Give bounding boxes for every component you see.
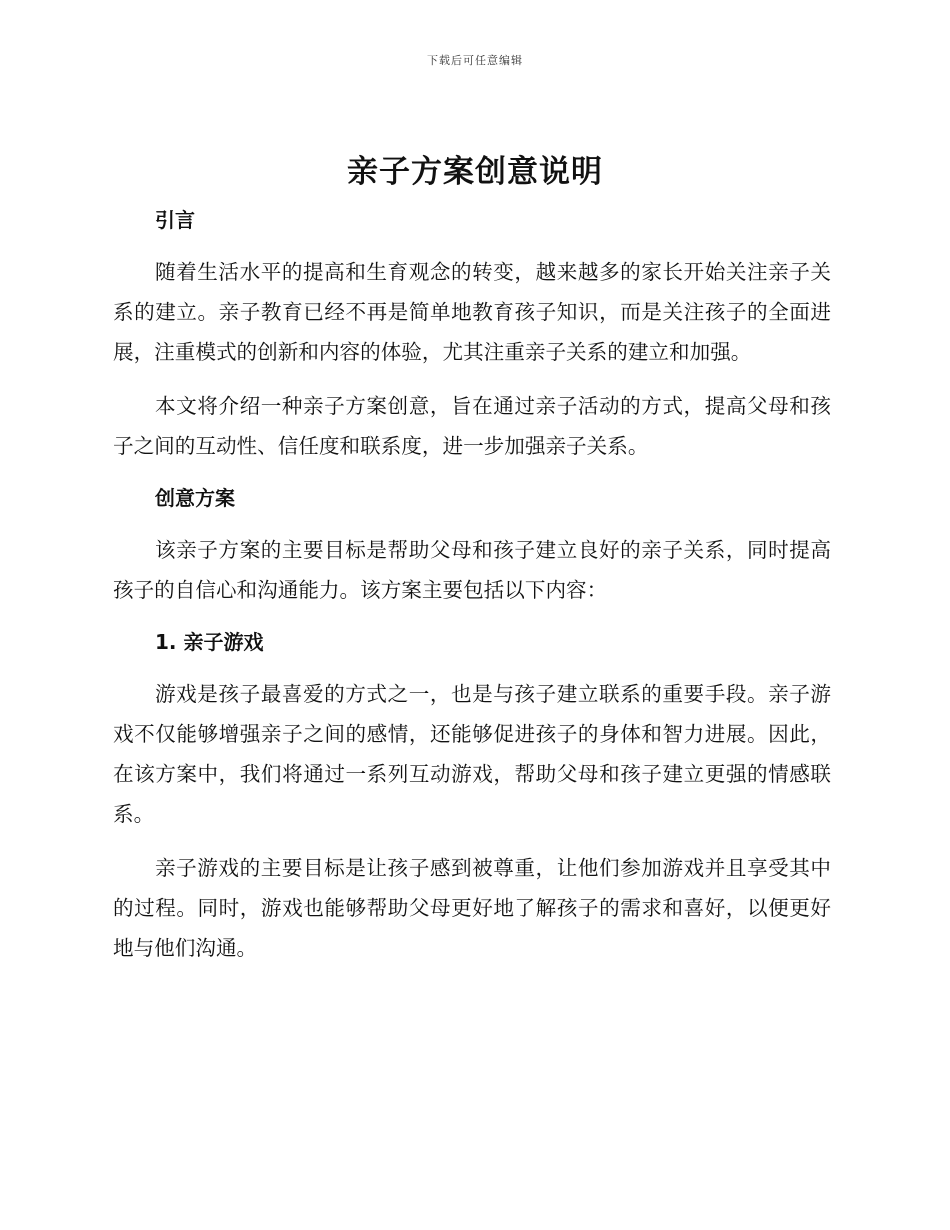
paragraph-intro-2: 本文将介绍一种亲子方案创意，旨在通过亲子活动的方式，提高父母和孩子之间的互动性、信任度和联系度，进一步加强亲子关系。 xyxy=(113,394,831,458)
paragraph-plan-1: 该亲子方案的主要目标是帮助父母和孩子建立良好的亲子关系，同时提高孩子的自信心和沟通能力。该方案主要包括以下内容： xyxy=(113,538,831,602)
spacer xyxy=(113,372,831,386)
spacer xyxy=(113,662,831,674)
spacer xyxy=(113,610,831,622)
section-heading-game: 1. 亲子游戏 xyxy=(155,630,264,654)
document-title: 亲子方案创意说明 xyxy=(347,154,603,190)
section-heading-intro: 引言 xyxy=(155,208,195,232)
section-heading-plan: 创意方案 xyxy=(155,486,235,510)
paragraph-game-2: 亲子游戏的主要目标是让孩子感到被尊重，让他们参加游戏并且享受其中的过程。同时，游戏也能够帮助父母更好地了解孩子的需求和喜好，以便更好地与他们沟通。 xyxy=(113,856,831,960)
paragraph-intro-1: 随着生活水平的提高和生育观念的转变，越来越多的家长开始关注亲子关系的建立。亲子教育已经不再是简单地教育孩子知识，而是关注孩子的全面进展，注重模式的创新和内容的体验，尤其注重亲子关系的建立和加强。 xyxy=(113,260,831,364)
paragraph-game-1: 游戏是孩子最喜爱的方式之一，也是与孩子建立联系的重要手段。亲子游戏不仅能够增强亲子之间的感情，还能够促进孩子的身体和智力进展。因此，在该方案中，我们将通过一系列互动游戏，帮助父母和孩子建立更强的情感联系。 xyxy=(113,682,831,826)
spacer xyxy=(113,834,831,848)
page-header-note: 下载后可任意编辑 xyxy=(427,54,523,67)
spacer xyxy=(113,240,831,252)
spacer xyxy=(113,466,831,478)
document-body xyxy=(113,200,831,968)
spacer xyxy=(113,518,831,530)
